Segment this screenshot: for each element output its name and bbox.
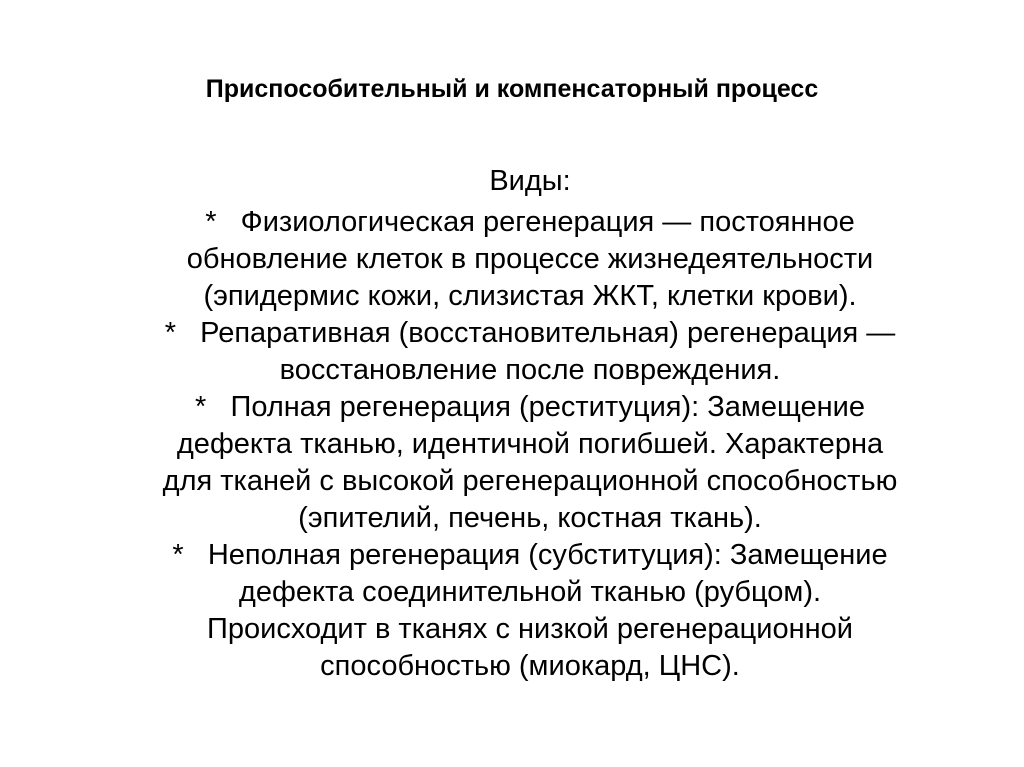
- item-line: (эпидермис кожи, слизистая ЖКТ, клетки крови).: [203, 280, 857, 312]
- bullet-asterisk: *: [195, 391, 207, 423]
- slide-body: [80, 163, 980, 685]
- item-line: Физиологическая регенерация — постоянное: [240, 206, 855, 238]
- bullet-asterisk: *: [205, 206, 217, 238]
- list-item-full-regeneration: [80, 389, 980, 537]
- item-line: дефекта тканью, идентичной погибшей. Характерна: [176, 428, 884, 460]
- list-item-reparative: [80, 315, 980, 389]
- item-line: для тканей с высокой регенерационной способностью: [162, 465, 898, 497]
- item-line: дефекта соединительной тканью (рубцом).: [238, 576, 822, 608]
- item-line: способностью (миокард, ЦНС).: [320, 650, 740, 682]
- item-line: Полная регенерация (реституция): Замещение: [230, 391, 865, 423]
- bullet-asterisk: *: [164, 317, 176, 349]
- list-item-incomplete-regeneration: [80, 537, 980, 685]
- item-line: обновление клеток в процессе жизнедеятельности: [186, 243, 874, 275]
- list-item-physiological: [80, 204, 980, 315]
- item-line: восстановление после повреждения.: [279, 354, 781, 386]
- item-line: Неполная регенерация (субституция): Замещение: [207, 539, 888, 571]
- bullet-asterisk: *: [172, 539, 184, 571]
- item-line: Репаративная (восстановительная) регенерация —: [200, 317, 896, 349]
- subtitle: Виды:: [489, 165, 571, 197]
- item-line: Происходит в тканях с низкой регенерационной: [207, 613, 853, 645]
- slide-title: Приспособительный и компенсаторный процесс: [205, 75, 819, 103]
- item-line: (эпителий, печень, костная ткань).: [298, 502, 762, 534]
